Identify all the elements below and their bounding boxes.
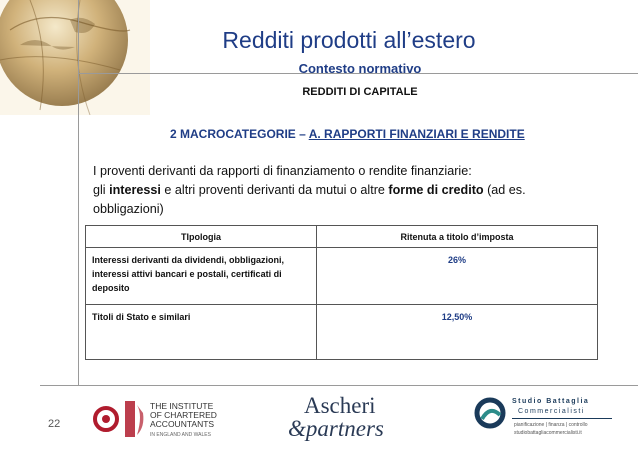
- macro-prefix: 2 MACROCATEGORIE –: [170, 127, 309, 141]
- icaew-emblem-icon: [95, 401, 143, 437]
- icaew-line-3: ACCOUNTANTS: [150, 419, 215, 429]
- intro-l2-mid: e altri proventi derivanti da mutui o altre: [160, 183, 389, 197]
- page-number: 22: [48, 418, 61, 430]
- intro-line-3: obbligazioni): [93, 202, 164, 216]
- withholding-table: [85, 225, 598, 360]
- footer-rule: [40, 385, 638, 386]
- icaew-logo: [92, 397, 252, 443]
- ascheri-partners-logo: [282, 391, 402, 441]
- intro-l2-post: (ad es.: [483, 183, 526, 197]
- table-header-row: [86, 226, 598, 248]
- col-header-tipologia: TIpologia: [86, 226, 317, 248]
- intro-l2-bold-1: interessi: [109, 183, 161, 197]
- studio-battaglia-logo: [474, 393, 614, 441]
- macro-link: A. RAPPORTI FINANZIARI E RENDITE: [308, 127, 525, 141]
- col-header-ritenuta: Ritenuta a titolo d’imposta: [317, 226, 598, 248]
- studio-line-2: Commercialisti: [518, 408, 585, 415]
- intro-line-1: I proventi derivanti da rapporti di finanziamento o rendite finanziarie:: [93, 164, 472, 178]
- icaew-line-1: THE INSTITUTE: [150, 401, 214, 411]
- cell-tipologia: Interessi derivanti da dividendi, obbligazioni, interessi attivi bancari e postali, certificati di deposito: [86, 248, 317, 305]
- ascheri-line-1: Ascheri: [304, 393, 376, 418]
- slide-subtitle: Contesto normativo: [298, 61, 422, 76]
- intro-l2-bold-2: forme di credito: [388, 183, 484, 197]
- slide-title: Redditi prodotti all’estero: [222, 27, 476, 53]
- cell-tipologia: Titoli di Stato e similari: [86, 305, 317, 360]
- table-row: [86, 305, 598, 360]
- vertical-rule: [78, 0, 79, 386]
- studio-line-1: Studio Battaglia: [512, 398, 590, 405]
- globe-image: [0, 0, 150, 115]
- icaew-line-4: IN ENGLAND AND WALES: [150, 432, 211, 438]
- studio-line-3: pianificazione | finanza | controllo: [514, 422, 588, 428]
- intro-line-2: [93, 181, 593, 200]
- ascheri-line-2: &partners: [288, 416, 384, 441]
- cell-ritenuta: 26%: [317, 248, 598, 305]
- cell-ritenuta: 12,50%: [317, 305, 598, 360]
- studio-battaglia-emblem-icon: [477, 400, 503, 426]
- icaew-line-2: OF CHARTERED: [150, 410, 217, 420]
- studio-line-4: studiobattagliacommercialisti.it: [514, 430, 582, 436]
- table-row: [86, 248, 598, 305]
- intro-paragraph: [93, 162, 593, 219]
- section-heading: REDDITI DI CAPITALE: [302, 86, 418, 98]
- intro-l2-pre: gli: [93, 183, 110, 197]
- macro-heading: [170, 127, 525, 141]
